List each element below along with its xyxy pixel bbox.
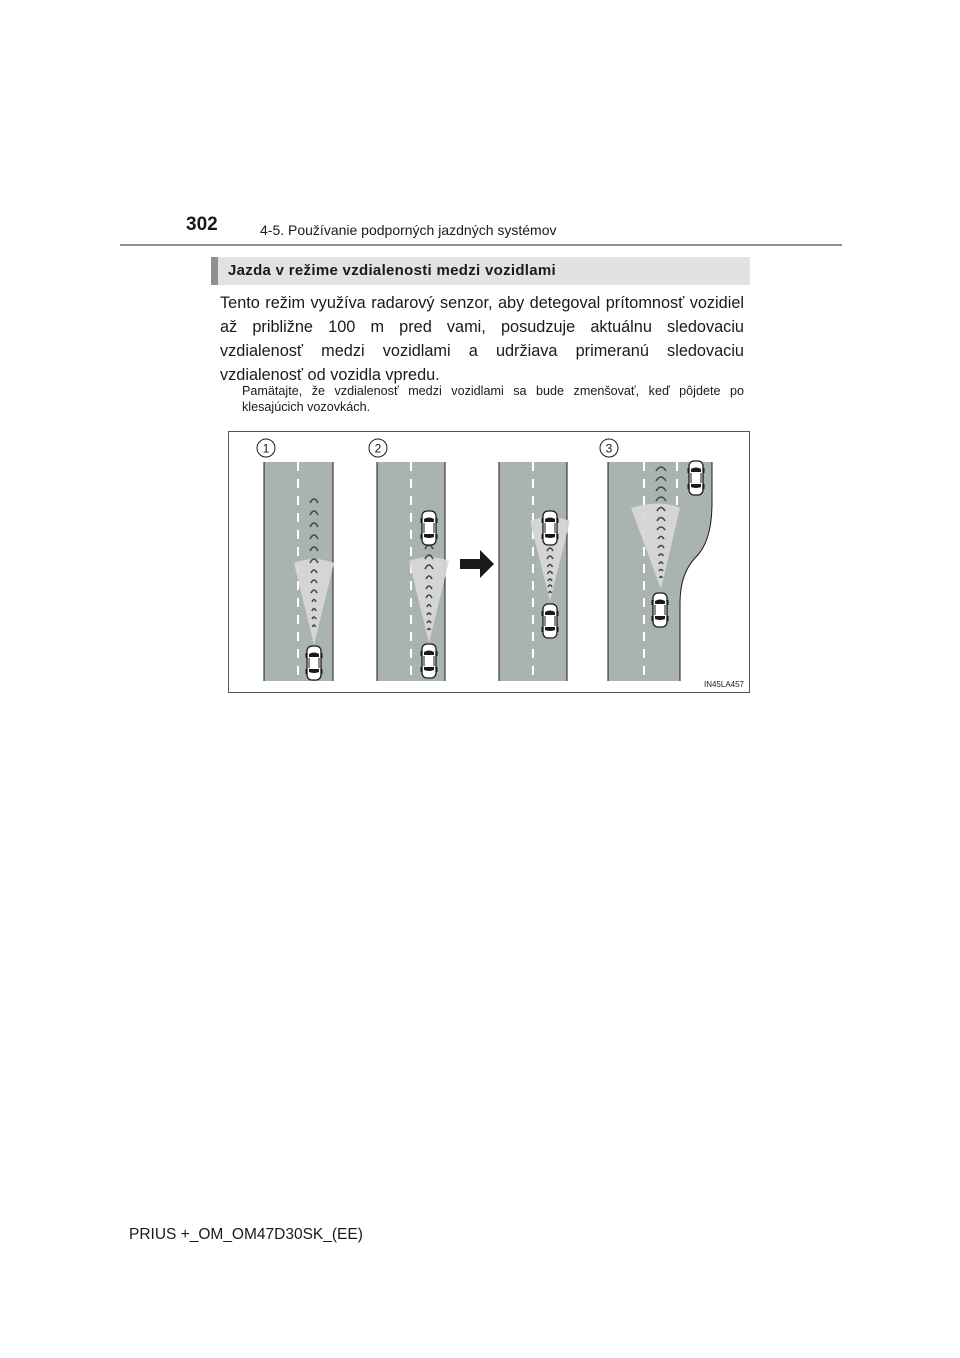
figure-code: IN45LA457 — [703, 680, 744, 689]
road-2b — [499, 462, 570, 681]
body-paragraph: Tento režim využíva radarový senzor, aby detegoval prítomnosť vozidiel až približne 100 m pred vami, posudzuje aktuálnu sledovaciu vzdialenosť medzi vozidlami a udržiava primeranú sledovaciu vzdialenosť od vozidla vpredu. — [220, 294, 744, 384]
subsection-heading — [211, 257, 750, 285]
road-1 — [264, 462, 334, 681]
car-icon — [421, 644, 438, 678]
heading-accent — [211, 257, 218, 285]
car-icon — [306, 646, 323, 680]
footer-doc-id: PRIUS +_OM_OM47D30SK_(EE) — [129, 1226, 363, 1243]
road-2 — [377, 462, 449, 681]
section-title: 4-5. Používanie podporných jazdných systémov — [260, 222, 557, 238]
label-2-text: 2 — [374, 441, 382, 456]
note-paragraph: Pamätajte, že vzdialenosť medzi vozidlami sa bude zmenšovať, keď pôjdete po klesajúcich vozovkách. — [242, 384, 744, 414]
label-2 — [369, 439, 387, 457]
illustration-figure — [228, 431, 750, 693]
label-3-text: 3 — [605, 441, 613, 456]
car-icon — [688, 461, 705, 495]
car-icon — [652, 593, 669, 627]
heading-text: Jazda v režime vzdialenosti medzi vozidlami — [228, 262, 557, 279]
label-1 — [257, 439, 275, 457]
label-1-text: 1 — [262, 441, 270, 456]
label-3 — [600, 439, 618, 457]
illustration-svg — [228, 431, 750, 693]
page-number: 302 — [186, 214, 218, 235]
car-icon — [542, 511, 559, 545]
car-icon — [421, 511, 438, 545]
car-icon — [542, 604, 559, 638]
header-rule — [120, 244, 842, 246]
